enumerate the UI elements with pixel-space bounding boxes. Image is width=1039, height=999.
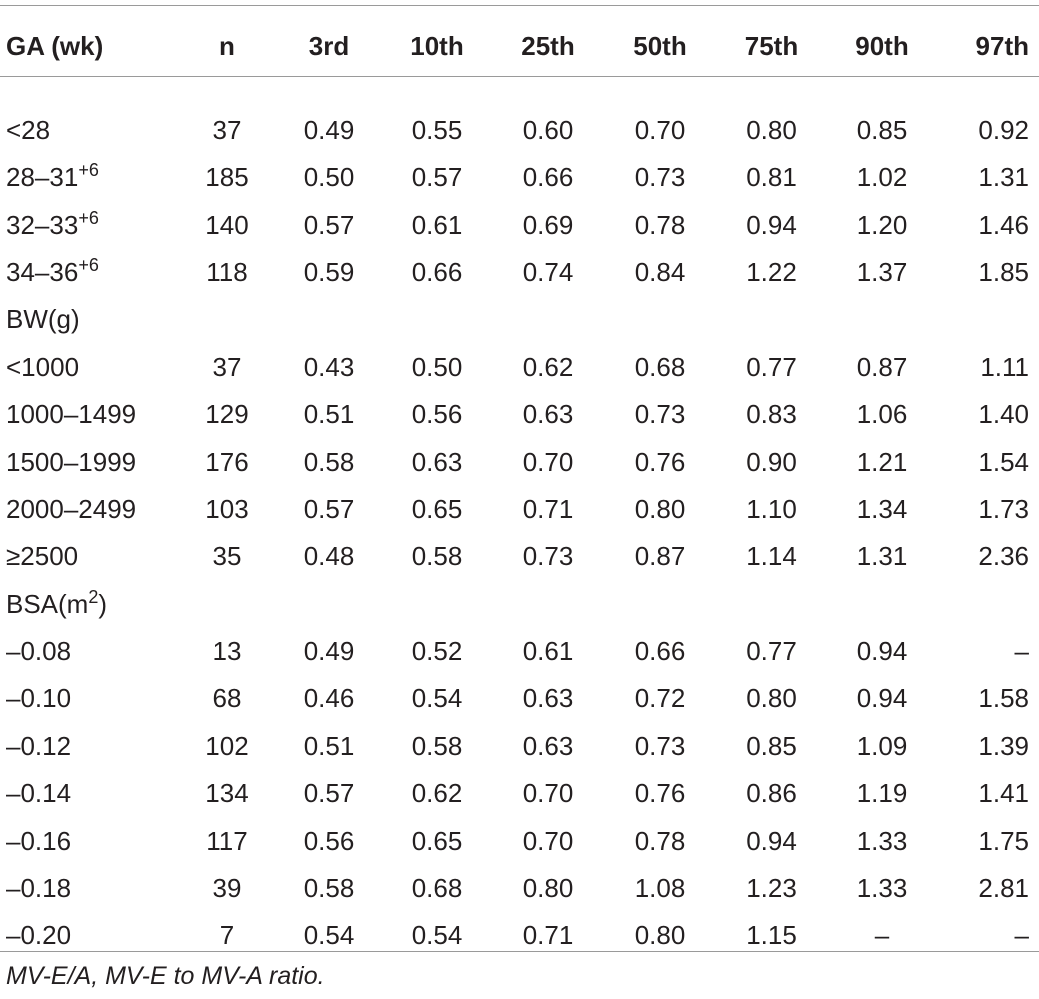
table-body (0, 82, 1039, 960)
table-cell: 0.83 (746, 399, 797, 430)
header-97th: 97th (975, 30, 1029, 61)
table-cell: 0.59 (303, 256, 355, 287)
table-cell: 0.73 (634, 399, 686, 430)
table-cell: 7 (219, 920, 235, 951)
table-cell: – (874, 920, 890, 951)
table-cell: 0.57 (411, 162, 463, 193)
table-cell: 0.56 (411, 399, 463, 430)
table-cell: 140 (205, 209, 249, 240)
table-row (0, 249, 1039, 296)
row-label (0, 675, 178, 722)
table-cell: 0.87 (634, 541, 686, 572)
table-cell: 1.31 (856, 541, 908, 572)
table-cell: 1.21 (856, 446, 908, 477)
table-cell: 0.62 (522, 351, 574, 382)
table-cell: 1.46 (978, 209, 1029, 240)
table-cell: 0.87 (856, 351, 908, 382)
table-cell: 1.37 (856, 256, 908, 287)
table-cell: 0.77 (746, 636, 797, 667)
table-header (0, 16, 1039, 82)
row-label (0, 723, 178, 770)
row-label (0, 154, 178, 201)
table-cell: 0.49 (303, 114, 355, 145)
header-row (0, 16, 1039, 82)
table-cell: 0.66 (411, 256, 463, 287)
table-cell: 1.19 (856, 778, 908, 809)
table-cell: 0.58 (303, 446, 355, 477)
table-cell: 102 (205, 730, 249, 761)
row-label (0, 533, 178, 580)
table-cell: 1.20 (856, 209, 908, 240)
table-cell: 0.58 (411, 541, 463, 572)
table-cell: 1.58 (978, 683, 1029, 714)
table-cell (716, 581, 827, 628)
table-cell: 1.06 (856, 399, 908, 430)
table-cell: 0.70 (634, 114, 686, 145)
table-cell: 176 (205, 446, 249, 477)
table-cell: 1.40 (978, 399, 1029, 430)
table-cell: 0.85 (746, 730, 797, 761)
table-row (0, 581, 1039, 628)
table-cell (492, 581, 604, 628)
table-cell: 0.90 (746, 446, 797, 477)
row-label-text: –0.08 (6, 636, 72, 667)
table-cell: 0.80 (634, 920, 686, 951)
table-cell (276, 296, 382, 343)
row-label-text: BSA(m (6, 588, 89, 619)
table-cell: 39 (212, 873, 242, 904)
row-label-text: –0.18 (6, 873, 72, 904)
table-cell: 0.80 (522, 873, 574, 904)
table-cell: 0.63 (522, 730, 574, 761)
table-cell: 1.02 (856, 162, 908, 193)
table-cell: 2.36 (978, 541, 1029, 572)
table-row (0, 486, 1039, 533)
table-cell: 1.34 (856, 493, 908, 524)
table-cell: 2.81 (978, 873, 1029, 904)
row-label-text: 1000–1499 (6, 399, 137, 430)
header-25th: 25th (521, 30, 575, 61)
table-cell: 185 (205, 162, 249, 193)
table-cell (827, 581, 937, 628)
header-n: n (219, 30, 235, 61)
row-label (0, 249, 178, 296)
table-cell: 1.15 (746, 920, 797, 951)
table-cell: 0.63 (522, 399, 574, 430)
table-cell: 0.78 (634, 825, 686, 856)
table-cell: 0.73 (522, 541, 574, 572)
table-cell: 103 (205, 493, 249, 524)
table-row (0, 770, 1039, 817)
table-cell: 1.41 (978, 778, 1029, 809)
table-cell: 0.77 (746, 351, 797, 382)
table-row (0, 675, 1039, 722)
table-cell: 0.80 (746, 114, 797, 145)
table-cell (604, 296, 716, 343)
table-cell: 0.86 (746, 778, 797, 809)
table-cell (178, 581, 276, 628)
row-label-superscript: +6 (78, 254, 99, 275)
table-cell: 0.68 (411, 873, 463, 904)
table-cell: 0.57 (303, 493, 355, 524)
row-label-superscript: +6 (78, 160, 99, 181)
table-cell: 0.81 (746, 162, 797, 193)
table-cell: 0.50 (411, 351, 463, 382)
row-label (0, 344, 178, 391)
table-cell: 1.31 (978, 162, 1029, 193)
table-cell: 1.73 (978, 493, 1029, 524)
row-label-text: –0.20 (6, 920, 72, 951)
table-cell (937, 581, 1039, 628)
table-row (0, 865, 1039, 912)
table-cell: 0.76 (634, 778, 686, 809)
table-cell: 0.50 (303, 162, 355, 193)
header-10th: 10th (410, 30, 464, 61)
table-cell: 0.94 (746, 825, 797, 856)
table-cell: 0.69 (522, 209, 574, 240)
row-label-text: –0.12 (6, 730, 72, 761)
row-label-text: –0.14 (6, 778, 72, 809)
table-cell: 1.75 (978, 825, 1029, 856)
table-cell: 0.70 (522, 778, 574, 809)
row-label-text: 34–36 (6, 256, 79, 287)
row-label (0, 581, 178, 628)
table-cell: 0.55 (411, 114, 463, 145)
top-rule (0, 5, 1039, 6)
row-label (0, 486, 178, 533)
row-label (0, 201, 178, 248)
table-cell: 0.49 (303, 636, 355, 667)
table-cell: 0.58 (411, 730, 463, 761)
table-row (0, 391, 1039, 438)
table-cell: 35 (212, 541, 242, 572)
table-cell: 0.65 (411, 493, 463, 524)
row-label (0, 82, 178, 154)
table-cell: 1.39 (978, 730, 1029, 761)
table-cell: 0.61 (522, 636, 574, 667)
table-cell: 0.68 (634, 351, 686, 382)
table-row (0, 628, 1039, 675)
header-90th: 90th (855, 30, 909, 61)
row-label-text: –0.16 (6, 825, 72, 856)
table-cell (827, 296, 937, 343)
table-row (0, 817, 1039, 864)
table-cell: 0.73 (634, 730, 686, 761)
table-cell: 129 (205, 399, 249, 430)
table-cell: 0.94 (856, 636, 908, 667)
table-cell: 0.46 (303, 683, 355, 714)
table-row (0, 438, 1039, 485)
table-cell: 0.58 (303, 873, 355, 904)
table-cell: 0.57 (303, 209, 355, 240)
table-cell (276, 581, 382, 628)
row-label-text: 2000–2499 (6, 493, 137, 524)
table-cell: 0.66 (522, 162, 574, 193)
table-cell: 1.11 (980, 351, 1029, 382)
table-cell: 0.94 (856, 683, 908, 714)
table-cell (178, 296, 276, 343)
table-cell: 0.60 (522, 114, 574, 145)
table-cell: 0.56 (303, 825, 355, 856)
row-label (0, 438, 178, 485)
table-cell: 0.80 (634, 493, 686, 524)
table-cell: 118 (206, 256, 248, 287)
table-cell (604, 581, 716, 628)
table-cell (492, 296, 604, 343)
table-row (0, 912, 1039, 959)
row-label-text: <28 (6, 114, 51, 145)
table-cell: 0.66 (634, 636, 686, 667)
table-cell: – (1014, 636, 1029, 667)
row-label-superscript: 2 (88, 586, 99, 607)
table-cell: 0.54 (411, 683, 463, 714)
table-cell: 0.70 (522, 446, 574, 477)
table-cell: 0.74 (522, 256, 574, 287)
table-cell: 1.85 (978, 256, 1029, 287)
table-row (0, 154, 1039, 201)
table-cell: 0.70 (522, 825, 574, 856)
table-cell: 1.23 (746, 873, 797, 904)
table-row (0, 723, 1039, 770)
table-cell: 1.33 (856, 825, 908, 856)
table-cell: 1.14 (746, 541, 797, 572)
table-cell (937, 296, 1039, 343)
table-footnote: MV-E/A, MV-E to MV-A ratio. (6, 962, 325, 990)
table-cell: 0.51 (303, 730, 355, 761)
table-cell: 1.08 (634, 873, 686, 904)
table-cell: 1.22 (746, 256, 797, 287)
table-cell (382, 296, 492, 343)
table-cell (382, 581, 492, 628)
table-cell: 0.65 (411, 825, 463, 856)
table-cell: 0.94 (746, 209, 797, 240)
header-75th: 75th (744, 30, 799, 61)
row-label-text: BW(g) (6, 304, 80, 335)
table-cell: 0.48 (303, 541, 355, 572)
table-row (0, 82, 1039, 154)
table-cell: 117 (206, 825, 248, 856)
table-cell: 0.61 (411, 209, 463, 240)
header-3rd: 3rd (308, 30, 350, 61)
table-cell: 0.54 (411, 920, 463, 951)
table-cell: 0.76 (634, 446, 686, 477)
row-label-suffix: ) (98, 588, 108, 619)
row-label-superscript: +6 (78, 207, 99, 228)
table-cell: 37 (212, 114, 242, 145)
percentile-table (0, 16, 1039, 960)
table-cell: 0.62 (411, 778, 463, 809)
table-cell: 0.43 (303, 351, 355, 382)
table-cell: 0.54 (303, 920, 355, 951)
table-cell: 0.63 (411, 446, 463, 477)
table-cell: 0.84 (634, 256, 686, 287)
row-label (0, 391, 178, 438)
table-cell: – (1014, 920, 1029, 951)
table-cell: 1.09 (856, 730, 908, 761)
table-cell: 0.57 (303, 778, 355, 809)
table-cell: 13 (212, 636, 242, 667)
table-row (0, 296, 1039, 343)
row-label-text: ≥2500 (6, 541, 79, 572)
table-cell: 0.71 (522, 493, 574, 524)
header-50th: 50th (633, 30, 687, 61)
row-label (0, 912, 178, 959)
table-row (0, 344, 1039, 391)
table-cell: 1.54 (978, 446, 1029, 477)
table-cell: 0.85 (856, 114, 908, 145)
row-label-text: –0.10 (6, 683, 72, 714)
row-label (0, 817, 178, 864)
row-label (0, 628, 178, 675)
table-cell: 134 (205, 778, 249, 809)
row-label-text: <1000 (6, 351, 80, 382)
row-label (0, 770, 178, 817)
table-cell: 37 (212, 351, 242, 382)
table-cell: 0.72 (634, 683, 686, 714)
table-cell: 0.63 (522, 683, 574, 714)
table-cell: 0.71 (522, 920, 574, 951)
table-cell (716, 296, 827, 343)
table-row (0, 533, 1039, 580)
row-label-text: 1500–1999 (6, 446, 137, 477)
table-cell: 0.80 (746, 683, 797, 714)
table-cell: 0.51 (303, 399, 355, 430)
table-cell: 0.92 (978, 114, 1029, 145)
row-label-text: 28–31 (6, 162, 79, 193)
table-row (0, 201, 1039, 248)
table-cell: 0.52 (411, 636, 463, 667)
table-cell: 1.10 (746, 493, 797, 524)
row-label (0, 865, 178, 912)
table-cell: 68 (212, 683, 242, 714)
table-cell: 0.73 (634, 162, 686, 193)
row-label (0, 296, 178, 343)
header-ga: GA (wk) (6, 30, 104, 61)
table-cell: 1.33 (856, 873, 908, 904)
row-label-text: 32–33 (6, 209, 79, 240)
table-cell: 0.78 (634, 209, 686, 240)
